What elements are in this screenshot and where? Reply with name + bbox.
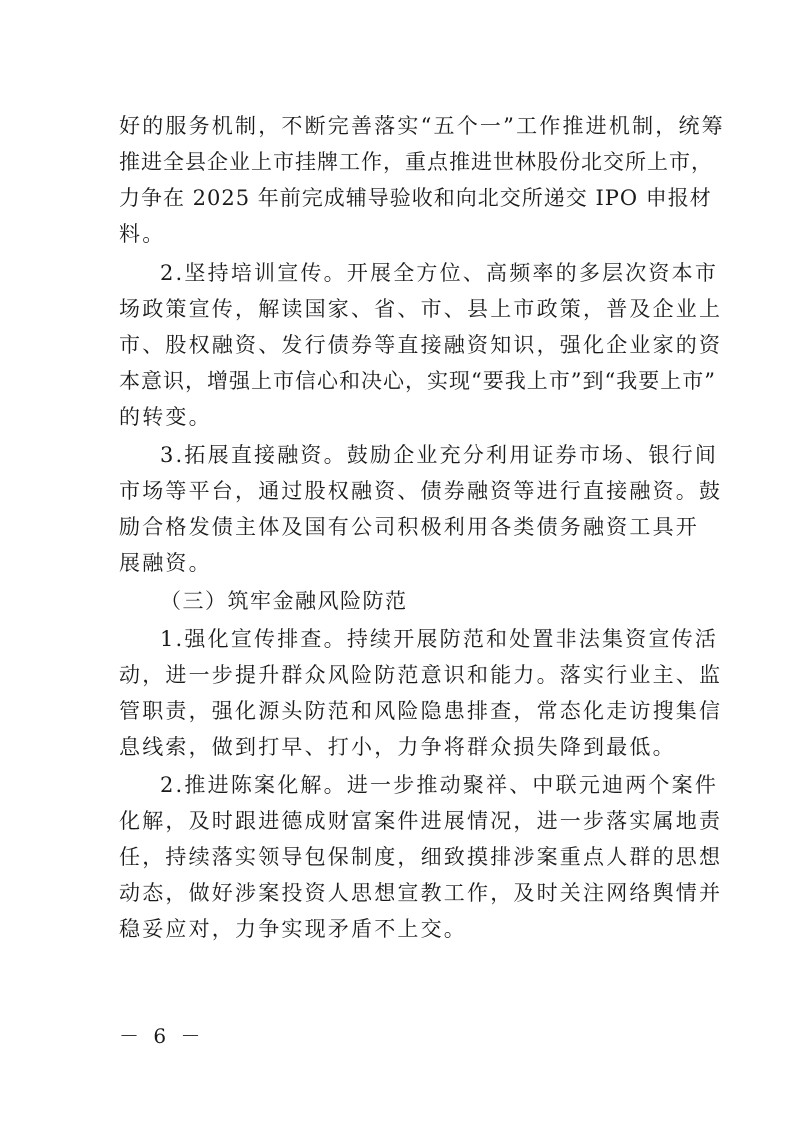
paragraph-line: 动态，做好涉案投资人思想宣教工作，及时关注网络舆情并 (119, 881, 723, 905)
paragraph-line: 任，持续落实领导包保制度，细致摸排涉案重点人群的思想 (119, 845, 723, 869)
paragraph-line: 管职责，强化源头防范和风险隐患排查，常态化走访搜集信 (119, 699, 723, 723)
paragraph-line: 市场等平台，通过股权融资、债券融资等进行直接融资。鼓 (119, 479, 723, 503)
paragraph-line: 推进全县企业上市挂牌工作，重点推进世林股份北交所上市， (119, 150, 713, 174)
section-heading: （三）筑牢金融风险防范 (160, 589, 408, 613)
paragraph-line: 2.坚持培训宣传。开展全方位、高频率的多层次资本市 (160, 261, 719, 285)
paragraph-line: 励合格发债主体及国有公司积极利用各类债务融资工具开 (119, 515, 699, 539)
paragraph-line: 动，进一步提升群众风险防范意识和能力。落实行业主、监 (119, 663, 723, 687)
paragraph-line: 好的服务机制，不断完善落实“五个一”工作推进机制，统筹 (119, 114, 725, 138)
paragraph-line: 本意识，增强上市信心和决心，实现“要我上市”到“我要上市” (119, 369, 716, 393)
paragraph-line: 的转变。 (119, 405, 212, 429)
paragraph-line: 料。 (119, 222, 166, 246)
paragraph-line: 息线索，做到打早、打小，力争将群众损失降到最低。 (119, 735, 676, 759)
paragraph-line: 3.拓展直接融资。鼓励企业充分利用证券市场、银行间 (160, 443, 719, 467)
paragraph-line: 场政策宣传，解读国家、省、市、县上市政策，普及企业上 (119, 297, 723, 321)
page-number: － 6 － (119, 1024, 205, 1048)
paragraph-line: 2.推进陈案化解。进一步推动聚祥、中联元迪两个案件 (160, 773, 719, 797)
paragraph-line: 力争在 2025 年前完成辅导验收和向北交所递交 IPO 申报材 (119, 186, 712, 210)
paragraph-line: 市、股权融资、发行债券等直接融资知识，强化企业家的资 (119, 333, 723, 357)
paragraph-line: 1.强化宣传排查。持续开展防范和处置非法集资宣传活 (160, 627, 719, 651)
paragraph-line: 稳妥应对，力争实现矛盾不上交。 (119, 917, 467, 941)
paragraph-line: 化解，及时跟进德成财富案件进展情况，进一步落实属地责 (119, 809, 723, 833)
paragraph-line: 展融资。 (119, 551, 212, 575)
